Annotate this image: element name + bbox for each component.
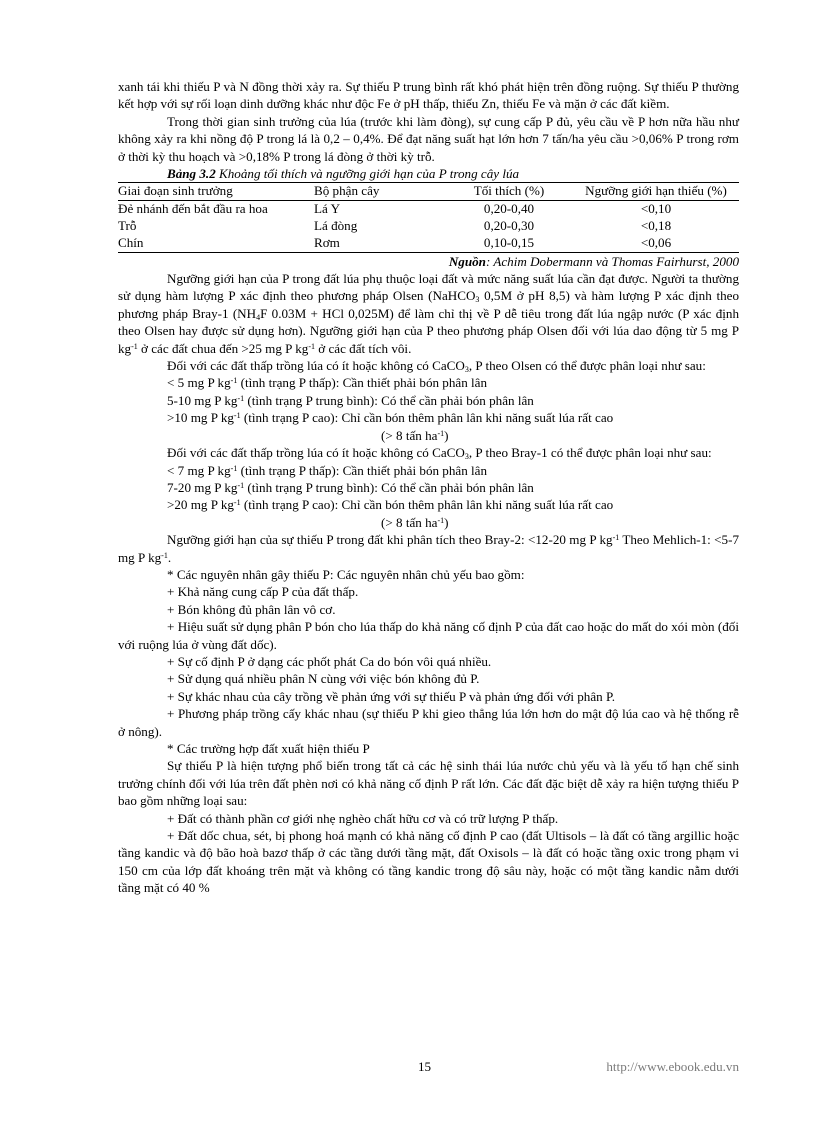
text-run: , P theo Olsen có thể được phân loại như sau: [468,358,706,374]
subscript: 3 [464,365,469,375]
bray-item-high [118,496,739,513]
table-cell-stage: Chín [118,235,314,252]
table-cell-threshold: <0,10 [640,201,672,217]
table-cell-stage: Trỗ [118,218,137,234]
list-item: + Hiệu suất sử dụng phân P bón cho lúa thấp do khả năng cố định P của đất cao hoặc do mất do xói mòn (đối với ruộng lúa ở vùng đất dốc). [118,619,739,652]
subscript: 3 [464,452,469,462]
text-run: (tình trạng P trung bình): Có thể cần phải bón phân lân [244,479,534,495]
list-item: + Đất dốc chua, sét, bị phong hoá mạnh có khả năng cố định P cao (đất Ultisols – là đất có tầng argillic hoặc tầng kandic và độ bão hoà bazơ thấp ở các tầng dưới tầng mặt, đất Oxisols – là đất có hoặc tầng oxic trong phạm vi 150 cm của lớp đất khoáng trên mặt và không có tầng kandic trong độ sâu này, hoặc có một tầng kandic nằm dưới tầng mặt có 40 % [118,828,739,896]
table-row [118,235,739,252]
page-body [118,78,739,897]
text-run: ở các đất tích vôi. [314,340,412,356]
table-source [118,253,739,270]
text-run: >10 mg P kg [167,410,234,426]
subscript: 3 [475,295,480,305]
superscript: -1 [230,463,238,473]
subscript: 4 [256,312,261,322]
table-source-label: Nguồn [448,253,486,269]
table-cell-part: Lá đòng [314,218,358,234]
text-run: Đối với các đất thấp trồng lúa có ít hoặc không có CaCO [167,445,465,461]
text-run: Ngưỡng giới hạn của P trong đất lúa phụ thuộc loại đất và mức năng suất lúa cần đạt được. Người ta thường sử dụng hàm lượng P xác định theo phương pháp Olsen (NaHCO [118,271,739,304]
table-cell-optimum: 0,10-0,15 [445,235,573,252]
table-caption [118,165,739,182]
text-run: < 5 mg P kg [167,375,231,391]
text-run: (tình trạng P thấp): Cần thiết phải bón phân lân [237,462,488,478]
text-run: ở các đất chua đến >25 mg P kg [137,340,309,356]
text-run: ) [444,427,449,443]
table-cell-optimum: 0,20-0,30 [483,218,535,234]
text-run: 0,5M ở pH 8,5) và hàm lượng P xác định theo phương pháp Bray-1 (NH [118,288,739,321]
superscript: -1 [237,393,245,403]
superscript: -1 [233,498,241,508]
superscript: -1 [612,533,620,543]
phosphorus-table [118,182,739,252]
paragraph-bray-intro [118,444,739,461]
table-caption-text: Khoảng tối thích và ngưỡng giới hạn của P trong cây lúa [215,166,520,182]
table-header-stage: Giai đoạn sinh trưởng [118,183,314,201]
cases-title: * Các trường hợp đất xuất hiện thiếu P [167,741,370,756]
olsen-item-high [118,409,739,426]
text-run: (> 8 tấn ha [381,514,438,530]
superscript: -1 [161,550,168,560]
paragraph-bray2-mehlich [118,531,739,566]
olsen-item-high-note [118,427,739,444]
table-header-threshold: Ngưỡng giới hạn thiếu (%) [573,183,739,201]
text-run: < 7 mg P kg [167,462,231,478]
text-run: , P theo Bray-1 có thể được phân loại như sau: [468,445,712,461]
text-run: ) [444,514,449,530]
list-item: + Phương pháp trồng cấy khác nhau (sự thiếu P khi gieo thẳng lúa lớn hơn do mật độ lúa cao và hệ thống rễ ở nông). [118,706,739,739]
table-row [118,201,739,218]
list-item: + Khả năng cung cấp P của đất thấp. [167,584,359,600]
table-source-text: : Achim Dobermann và Thomas Fairhurst, 2000 [485,253,739,269]
bray-item-medium [118,479,739,496]
table-cell-threshold: <0,18 [640,218,672,234]
cases-paragraph: Sự thiếu P là hiện tượng phổ biến trong tất cả các hệ sinh thái lúa nước chủ yếu và là yếu tố hạn chế sinh trưởng chính đối với lúa trên đất phèn nơi có khả năng cố định P rất lớn. Các đất đặc biệt dễ xảy ra hiện tượng thiếu P bao gồm những loại sau: [118,758,739,809]
text-run: F 0.03M + HCl 0,025M) để làm chỉ thị về P dễ tiêu trong đất lúa ngập nước (P xác định theo Olsen hay được sử dụng hơn). Ngưỡng giới hạn của P theo phương pháp Olsen đối với lúa dao động từ 5 mg P kg [118,305,739,356]
text-run: (tình trạng P trung bình): Có thể cần phải bón phân lân [244,392,534,408]
text-run: (tình trạng P thấp): Cần thiết phải bón phân lân [237,375,488,391]
list-item: + Sự cố định P ở dạng các phốt phát Ca do bón vôi quá nhiều. [167,653,492,669]
text-run: Ngưỡng giới hạn của sự thiếu P trong đất khi phân tích theo Bray-2: <12-20 mg P kg [167,532,613,548]
table-cell-stage: Đẻ nhánh đến bắt đầu ra hoa [118,201,268,217]
page-number: 15 [418,1059,432,1074]
superscript: -1 [230,376,238,386]
superscript: -1 [308,341,315,351]
footer-url: http://www.ebook.edu.vn [606,1059,739,1074]
text-run: >20 mg P kg [167,497,234,513]
causes-title: * Các nguyên nhân gây thiếu P: Các nguyên nhân chủ yếu bao gồm: [167,566,525,582]
text-run: 7-20 mg P kg [167,479,238,495]
superscript: -1 [233,411,241,421]
table-cell-threshold: <0,06 [573,235,739,252]
superscript: -1 [437,428,445,438]
superscript: -1 [437,515,445,525]
table-caption-label: Bảng 3.2 [167,166,216,182]
text-run: (tình trạng P cao): Chỉ cần bón thêm phân lân khi năng suất lúa rất cao [240,410,614,426]
table-cell-optimum: 0,20-0,40 [483,201,535,217]
table-header-part: Bộ phận cây [314,183,445,201]
text-run: 5-10 mg P kg [167,392,238,408]
table-row [118,218,739,235]
text-run: Đối với các đất thấp trồng lúa có ít hoặc không có CaCO [167,358,465,374]
table-header-optimum: Tối thích (%) [445,183,573,201]
list-item: + Sử dụng quá nhiều phân N cùng với việc bón không đủ P. [167,671,480,687]
paragraph-olsen-intro [118,357,739,374]
bray-item-low [118,462,739,479]
superscript: -1 [131,341,138,351]
olsen-item-medium [118,392,739,409]
list-item: + Đất có thành phần cơ giới nhẹ nghèo chất hữu cơ và có trữ lượng P thấp. [167,810,559,826]
table-header-row [118,183,739,201]
list-item: + Bón không đủ phân lân vô cơ. [167,601,336,617]
table-cell-part: Rơm [314,235,445,252]
olsen-item-low [118,374,739,391]
paragraph-intro: xanh tái khi thiếu P và N đồng thời xảy ra. Sự thiếu P trung bình rất khó phát hiện trên đồng ruộng. Sự thiếu P thường kết hợp với sự rối loạn dinh dưỡng khác như độc Fe ở pH thấp, thiếu Zn, thiếu Fe và mặn ở các đất kiềm. [118,79,739,112]
table-cell-part: Lá Y [314,201,341,217]
superscript: -1 [237,480,245,490]
text-run: Theo Mehlich-1: <5-7 mg P kg [118,532,739,565]
paragraph-soil-threshold [118,270,739,357]
bray-item-high-note [118,514,739,531]
text-run: (> 8 tấn ha [381,427,438,443]
list-item: + Sự khác nhau của cây trồng về phản ứng với sự thiếu P và phản ứng đối với phân P. [167,688,616,704]
paragraph-requirement: Trong thời gian sinh trưởng của lúa (trước khi làm đòng), sự cung cấp P đủ, yêu cầu về P hơn nữa hầu như không xảy ra khi nồng độ P trong lá là 0,2 – 0,4%. Để đạt năng suất hạt lớn hơn 7 tấn/ha yêu cầu >0,06% P trong rơm ở thời kỳ thu hoạch và >0,18% P trong lá đòng ở thời kỳ trỗ. [118,113,739,164]
text-run: . [167,549,172,565]
text-run: (tình trạng P cao): Chỉ cần bón thêm phân lân khi năng suất lúa rất cao [240,497,614,513]
